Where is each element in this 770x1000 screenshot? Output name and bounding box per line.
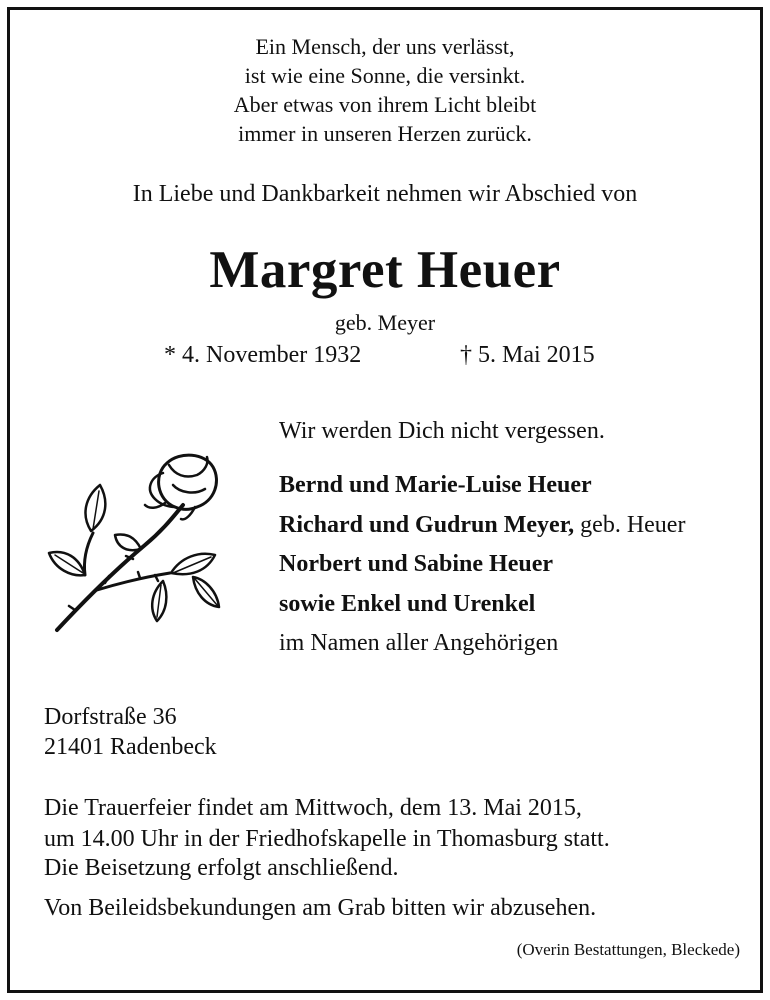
mourner-line	[279, 591, 535, 618]
mourner-names: Bernd und Marie-Luise Heuer	[279, 472, 592, 498]
poem-line: Aber etwas von ihrem Licht bleibt	[233, 92, 537, 117]
mourner-line	[279, 472, 592, 499]
poem-line: immer in unseren Herzen zurück.	[238, 121, 532, 146]
message-line: Wir werden Dich nicht vergessen.	[279, 418, 605, 444]
birth-date: * 4. November 1932	[164, 342, 362, 368]
relatives-line: im Namen aller Angehörigen	[279, 630, 559, 656]
address-city: 21401 Radenbeck	[44, 734, 217, 760]
rose-icon	[45, 445, 225, 635]
deceased-name: Margret Heuer	[209, 241, 561, 299]
service-line: Die Beisetzung erfolgt anschließend.	[44, 855, 399, 881]
poem-line: ist wie eine Sonne, die versinkt.	[244, 63, 526, 88]
poem	[0, 32, 770, 148]
address-street: Dorfstraße 36	[44, 704, 177, 730]
mourner-line	[279, 551, 553, 578]
death-date: † 5. Mai 2015	[460, 342, 595, 368]
undertaker-credit: (Overin Bestattungen, Bleckede)	[516, 940, 740, 959]
mourner-names: Norbert und Sabine Heuer	[279, 551, 554, 577]
intro-line: In Liebe und Dankbarkeit nehmen wir Abschied von	[132, 181, 638, 207]
mourner-names: sowie Enkel und Urenkel	[279, 591, 536, 617]
service-line: Die Trauerfeier findet am Mittwoch, dem 13. Mai 2015,	[44, 795, 582, 821]
poem-line: Ein Mensch, der uns verlässt,	[255, 34, 515, 59]
service-line: um 14.00 Uhr in der Friedhofskapelle in Thomasburg statt.	[44, 826, 610, 852]
mourner-suffix: geb. Heuer	[574, 512, 686, 538]
mourner-names: Richard und Gudrun Meyer,	[279, 512, 575, 538]
maiden-name: geb. Meyer	[334, 310, 436, 335]
condolence-note: Von Beileidsbekundungen am Grab bitten wir abzusehen.	[44, 895, 597, 921]
mourner-line	[279, 512, 685, 539]
